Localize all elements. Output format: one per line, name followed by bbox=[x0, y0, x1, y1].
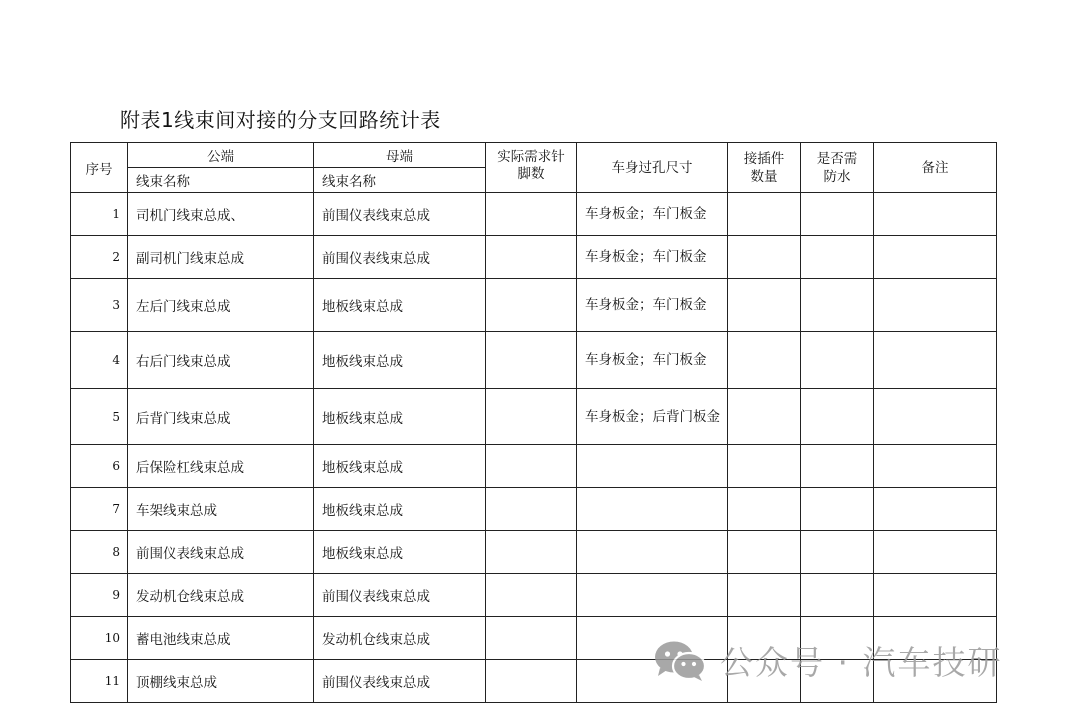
male-harness-name: 副司机门线束总成 bbox=[128, 236, 314, 279]
header-male-end: 公端 bbox=[128, 143, 314, 168]
remark-cell bbox=[874, 193, 997, 236]
row-number: 10 bbox=[71, 617, 128, 660]
header-pin-count-line1: 实际需求针 bbox=[497, 149, 565, 165]
table-row bbox=[71, 193, 997, 236]
connector-qty-cell bbox=[728, 389, 801, 445]
male-harness-name: 前围仪表线束总成 bbox=[128, 531, 314, 574]
pin-count-cell bbox=[486, 193, 577, 236]
row-number: 4 bbox=[71, 332, 128, 389]
hole-size-cell: 车身板金；车门板金 bbox=[577, 236, 728, 279]
header-waterproof bbox=[801, 143, 874, 193]
header-seq: 序号 bbox=[71, 143, 128, 193]
female-harness-name: 前围仪表线束总成 bbox=[314, 574, 486, 617]
connector-qty-cell bbox=[728, 531, 801, 574]
male-harness-name: 顶棚线束总成 bbox=[128, 660, 314, 703]
hole-size-cell: 车身板金；车门板金 bbox=[577, 279, 728, 332]
header-connector-qty-line2: 数量 bbox=[750, 168, 778, 185]
row-number: 9 bbox=[71, 574, 128, 617]
row-number: 1 bbox=[71, 193, 128, 236]
connector-qty-cell bbox=[728, 279, 801, 332]
male-harness-name: 右后门线束总成 bbox=[128, 332, 314, 389]
female-harness-name: 地板线束总成 bbox=[314, 332, 486, 389]
waterproof-cell bbox=[801, 193, 874, 236]
waterproof-cell bbox=[801, 279, 874, 332]
pin-count-cell bbox=[486, 574, 577, 617]
remark-cell bbox=[874, 445, 997, 488]
female-harness-name: 地板线束总成 bbox=[314, 389, 486, 445]
male-harness-name: 左后门线束总成 bbox=[128, 279, 314, 332]
female-harness-name: 地板线束总成 bbox=[314, 488, 486, 531]
row-number: 5 bbox=[71, 389, 128, 445]
hole-size-cell bbox=[577, 488, 728, 531]
row-number: 2 bbox=[71, 236, 128, 279]
female-harness-name: 地板线束总成 bbox=[314, 445, 486, 488]
row-number: 3 bbox=[71, 279, 128, 332]
remark-cell bbox=[874, 488, 997, 531]
waterproof-cell bbox=[801, 488, 874, 531]
female-harness-name: 地板线束总成 bbox=[314, 531, 486, 574]
header-female-harness-name: 线束名称 bbox=[314, 168, 486, 193]
pin-count-cell bbox=[486, 236, 577, 279]
waterproof-cell bbox=[801, 389, 874, 445]
header-female-end: 母端 bbox=[314, 143, 486, 168]
table-row bbox=[71, 332, 997, 389]
remark-cell bbox=[874, 531, 997, 574]
watermark-text: 公众号 · 汽车技研 bbox=[720, 642, 1003, 682]
male-harness-name: 后背门线束总成 bbox=[128, 389, 314, 445]
female-harness-name: 前围仪表线束总成 bbox=[314, 236, 486, 279]
hole-size-cell bbox=[577, 445, 728, 488]
header-pin-count bbox=[486, 143, 577, 193]
hole-size-cell bbox=[577, 574, 728, 617]
header-hole-size: 车身过孔尺寸 bbox=[577, 143, 728, 193]
header-male-harness-name: 线束名称 bbox=[128, 168, 314, 193]
row-number: 8 bbox=[71, 531, 128, 574]
female-harness-name: 前围仪表线束总成 bbox=[314, 193, 486, 236]
header-connector-qty bbox=[728, 143, 801, 193]
male-harness-name: 蓄电池线束总成 bbox=[128, 617, 314, 660]
table-row bbox=[71, 531, 997, 574]
pin-count-cell bbox=[486, 660, 577, 703]
pin-count-cell bbox=[486, 531, 577, 574]
table-header-row bbox=[71, 143, 997, 168]
table-row bbox=[71, 279, 997, 332]
pin-count-cell bbox=[486, 617, 577, 660]
remark-cell bbox=[874, 236, 997, 279]
row-number: 6 bbox=[71, 445, 128, 488]
row-number: 11 bbox=[71, 660, 128, 703]
male-harness-name: 司机门线束总成、 bbox=[128, 193, 314, 236]
pin-count-cell bbox=[486, 488, 577, 531]
pin-count-cell bbox=[486, 389, 577, 445]
pin-count-cell bbox=[486, 332, 577, 389]
wechat-icon bbox=[652, 638, 708, 682]
table-row bbox=[71, 574, 997, 617]
table-row bbox=[71, 389, 997, 445]
hole-size-cell: 车身板金；车门板金 bbox=[577, 332, 728, 389]
table-row bbox=[71, 488, 997, 531]
table-row bbox=[71, 445, 997, 488]
header-waterproof-line1: 是否需 bbox=[816, 150, 858, 167]
header-pin-count-line2: 脚数 bbox=[517, 166, 545, 182]
branch-circuit-table bbox=[70, 142, 997, 703]
pin-count-cell bbox=[486, 279, 577, 332]
remark-cell bbox=[874, 279, 997, 332]
hole-size-cell: 车身板金；后背门板金 bbox=[577, 389, 728, 445]
header-connector-qty-line1: 接插件 bbox=[743, 150, 785, 167]
connector-qty-cell bbox=[728, 488, 801, 531]
male-harness-name: 车架线束总成 bbox=[128, 488, 314, 531]
row-number: 7 bbox=[71, 488, 128, 531]
connector-qty-cell bbox=[728, 236, 801, 279]
table-row bbox=[71, 236, 997, 279]
watermark bbox=[652, 636, 1002, 684]
header-remark: 备注 bbox=[874, 143, 997, 193]
hole-size-cell bbox=[577, 531, 728, 574]
pin-count-cell bbox=[486, 445, 577, 488]
female-harness-name: 前围仪表线束总成 bbox=[314, 660, 486, 703]
waterproof-cell bbox=[801, 531, 874, 574]
male-harness-name: 发动机仓线束总成 bbox=[128, 574, 314, 617]
connector-qty-cell bbox=[728, 332, 801, 389]
waterproof-cell bbox=[801, 574, 874, 617]
remark-cell bbox=[874, 332, 997, 389]
connector-qty-cell bbox=[728, 445, 801, 488]
waterproof-cell bbox=[801, 236, 874, 279]
remark-cell bbox=[874, 574, 997, 617]
female-harness-name: 地板线束总成 bbox=[314, 279, 486, 332]
waterproof-cell bbox=[801, 332, 874, 389]
page-title: 附表1线束间对接的分支回路统计表 bbox=[120, 108, 441, 132]
header-waterproof-line2: 防水 bbox=[823, 168, 851, 185]
female-harness-name: 发动机仓线束总成 bbox=[314, 617, 486, 660]
waterproof-cell bbox=[801, 445, 874, 488]
connector-qty-cell bbox=[728, 193, 801, 236]
remark-cell bbox=[874, 389, 997, 445]
male-harness-name: 后保险杠线束总成 bbox=[128, 445, 314, 488]
connector-qty-cell bbox=[728, 574, 801, 617]
hole-size-cell: 车身板金；车门板金 bbox=[577, 193, 728, 236]
